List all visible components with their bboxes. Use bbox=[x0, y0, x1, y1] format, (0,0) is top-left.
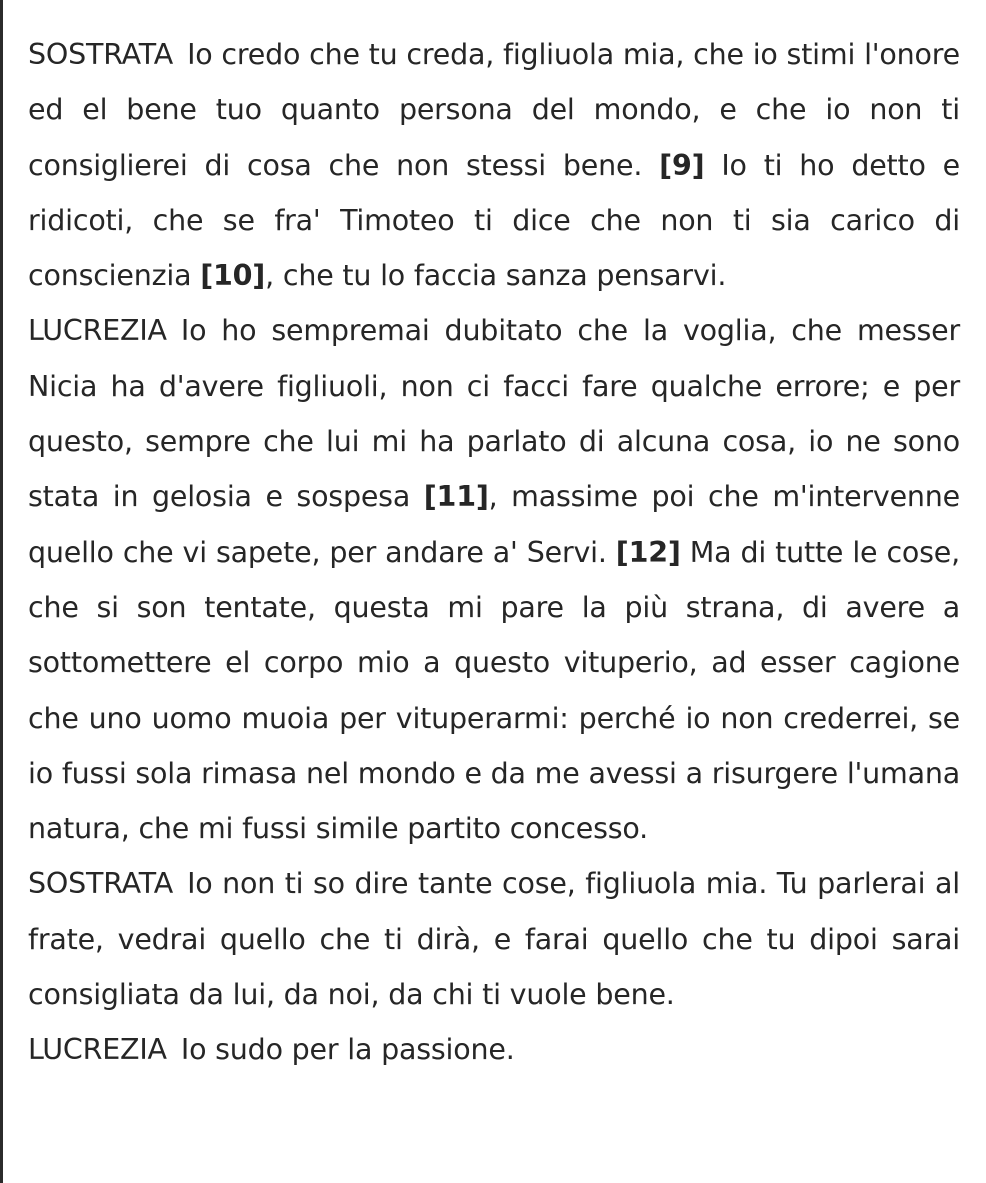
dialogue-text-run: Io ti ho detto e ridicoti, che se fra' Timoteo ti dice che non ti sia carico di conscienzia bbox=[28, 148, 961, 293]
footnote-ref[interactable]: [9] bbox=[659, 148, 705, 182]
dialogue-text bbox=[28, 27, 960, 1078]
speaker-name: SOSTRATA bbox=[28, 867, 174, 901]
dialogue-text-run: , che tu lo faccia sanza pensarvi. bbox=[265, 259, 727, 293]
speaker-name: LUCREZIA bbox=[28, 1033, 167, 1067]
footnote-ref[interactable]: [10] bbox=[200, 259, 266, 293]
dialogue-paragraph bbox=[28, 856, 960, 1022]
speaker-name: SOSTRATA bbox=[28, 38, 174, 71]
footnote-ref[interactable]: [11] bbox=[423, 480, 489, 514]
footnote-ref[interactable]: [12] bbox=[615, 535, 681, 569]
left-border-line bbox=[0, 0, 3, 1183]
speaker-name: LUCREZIA bbox=[28, 314, 167, 348]
dialogue-paragraph bbox=[28, 27, 960, 303]
dialogue-paragraph bbox=[28, 303, 960, 856]
dialogue-text-run: Io credo che tu creda, figliuola mia, che io stimi l'onore ed el bene tuo quanto persona del mondo, e che io non ti consiglierei di cosa che non stessi bene. bbox=[28, 38, 960, 182]
dialogue-text-run: Io non ti so dire tante cose, figliuola mia. Tu parlerai al frate, vedrai quello che ti dirà, e farai quello che tu dipoi sarai consigliata da lui, da noi, da chi ti vuole bene. bbox=[28, 867, 960, 1012]
dialogue-paragraph bbox=[28, 1022, 960, 1077]
dialogue-text-run: , massime poi che m'intervenne quello che vi sapete, per andare a' Servi. bbox=[28, 480, 960, 569]
dialogue-text-run: Io ho sempremai dubitato che la voglia, che messer Nicia ha d'avere figliuoli, non ci facci fare qualche errore; e per questo, sempre che lui mi ha parlato di alcuna cosa, io ne sono stata in gelosia e sospesa bbox=[28, 314, 960, 514]
dialogue-text-run: Io sudo per la passione. bbox=[180, 1033, 515, 1067]
dialogue-text-run: Ma di tutte le cose, che si son tentate, questa mi pare la più strana, di avere a sottomettere el corpo mio a questo vituperio, ad esser cagione che uno uomo muoia per vituperarmi: perché io non crederrei, se io fussi sola rimasa nel mondo e da me avessi a risurgere l'umana natura, che mi fussi simile partito concesso. bbox=[28, 535, 960, 846]
